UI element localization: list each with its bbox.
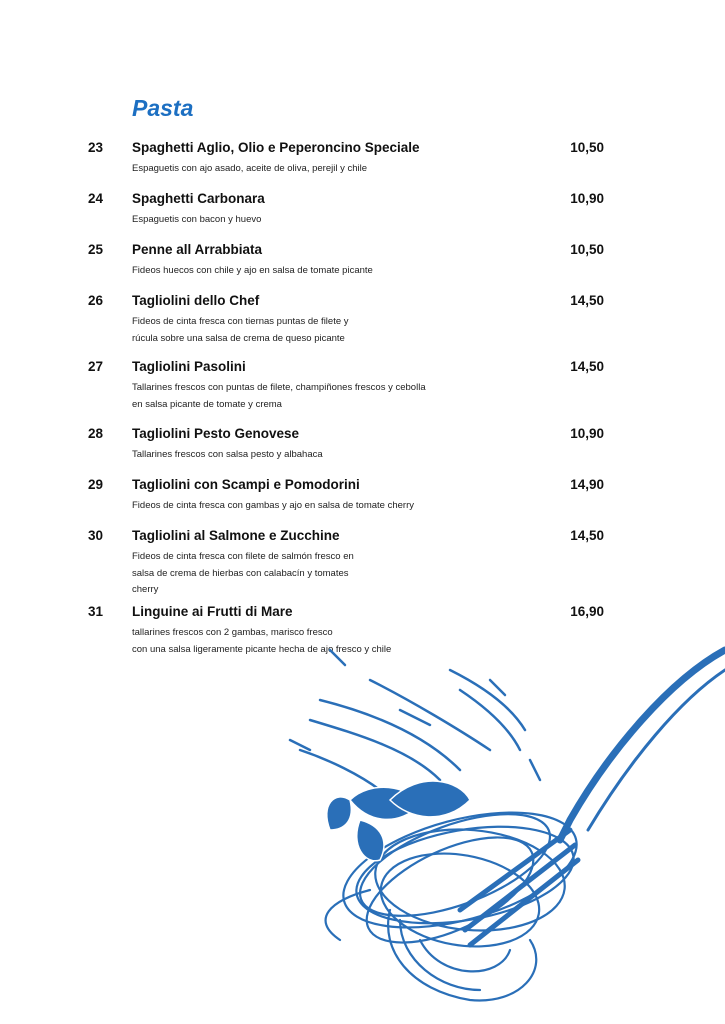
item-name: Tagliolini Pesto Genovese: [132, 426, 300, 441]
item-name: Linguine ai Frutti di Mare: [132, 604, 293, 619]
item-number: 23: [88, 140, 104, 155]
item-number: 28: [88, 426, 104, 441]
item-name: Tagliolini Pasolini: [132, 359, 246, 374]
item-price: 10,90: [570, 191, 604, 206]
item-description: Fideos de cinta fresca con tiernas puntas de filete y rúcula sobre una salsa de crema de queso picante: [132, 316, 349, 344]
item-price: 16,90: [570, 604, 604, 619]
item-name: Tagliolini con Scampi e Pomodorini: [132, 477, 360, 492]
item-description: Espaguetis con ajo asado, aceite de oliva, perejil y chile: [132, 163, 368, 174]
item-price: 14,50: [570, 528, 604, 543]
item-description: tallarines frescos con 2 gambas, marisco fresco con una salsa ligeramente picante hecha de ajo fresco y chile: [132, 627, 392, 655]
item-price: 14,50: [570, 293, 604, 308]
item-name: Tagliolini dello Chef: [132, 293, 260, 308]
item-name: Penne all Arrabbiata: [132, 242, 263, 257]
item-name: Tagliolini al Salmone e Zucchine: [132, 528, 340, 543]
item-description: Fideos huecos con chile y ajo en salsa de tomate picante: [132, 265, 373, 276]
item-price: 14,90: [570, 477, 604, 492]
item-number: 24: [88, 191, 104, 206]
item-description: Fideos de cinta fresca con gambas y ajo en salsa de tomate cherry: [132, 500, 414, 511]
item-number: 30: [88, 528, 104, 543]
item-price: 10,90: [570, 426, 604, 441]
section-title: Pasta: [132, 95, 194, 121]
item-number: 26: [88, 293, 104, 308]
item-name: Spaghetti Carbonara: [132, 191, 265, 206]
item-price: 10,50: [570, 140, 604, 155]
item-description: Tallarines frescos con puntas de filete, champiñones frescos y cebolla en salsa picante de tomate y crema: [132, 382, 426, 410]
fork-with-spaghetti-icon: [270, 640, 725, 1024]
item-number: 27: [88, 359, 104, 374]
item-number: 31: [88, 604, 104, 619]
item-number: 29: [88, 477, 104, 492]
item-description: Tallarines frescos con salsa pesto y albahaca: [132, 449, 323, 460]
item-name: Spaghetti Aglio, Olio e Peperoncino Speciale: [132, 140, 420, 155]
item-description: Espaguetis con bacon y huevo: [132, 214, 262, 225]
item-number: 25: [88, 242, 104, 257]
item-price: 14,50: [570, 359, 604, 374]
item-description: Fideos de cinta fresca con filete de salmón fresco en salsa de crema de hierbas con calabacín y tomates cherry: [132, 551, 354, 595]
item-price: 10,50: [570, 242, 604, 257]
